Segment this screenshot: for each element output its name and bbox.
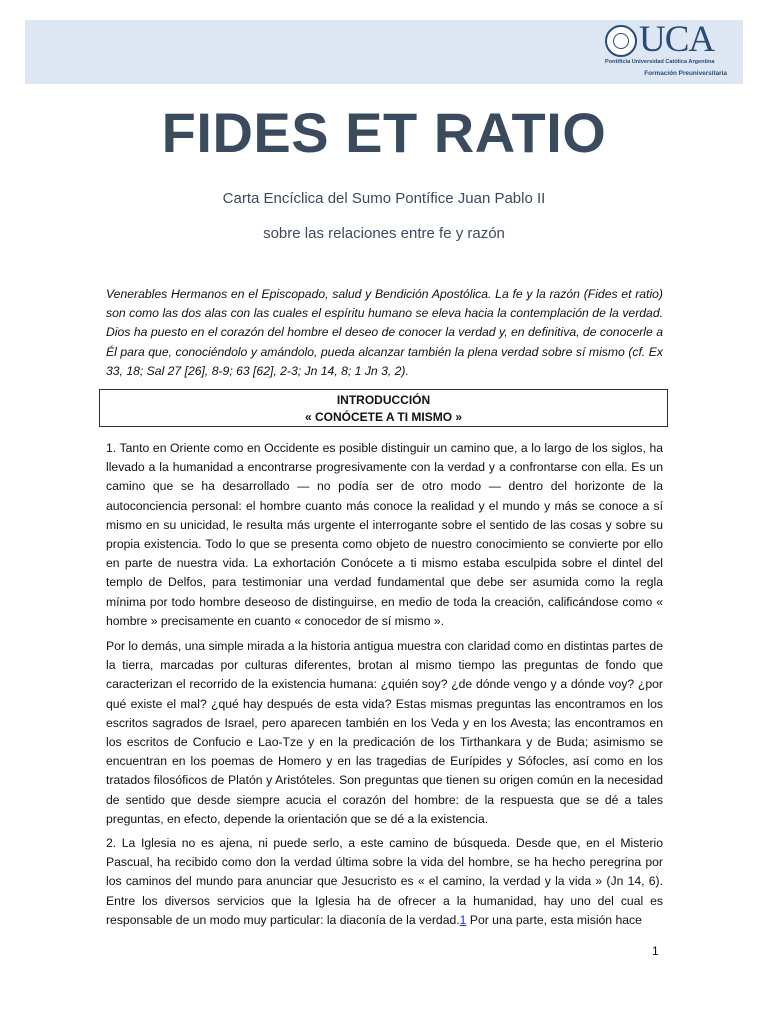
header-band bbox=[25, 20, 743, 84]
logo-university-name: Pontificia Universidad Católica Argentina bbox=[605, 59, 715, 65]
paragraph-3 bbox=[106, 834, 663, 930]
introduction-heading-box bbox=[99, 389, 668, 427]
greeting-paragraph: Venerables Hermanos en el Episcopado, salud y Bendición Apostólica. La fe y la razón (Fides et ratio) son como las dos alas con las cuales el espíritu humano se eleva hacia la contemplación de la verdad. Dios ha puesto en el corazón del hombre el deseo de conocer la verdad y, en definitiva, de conocerle a Él para que, conociéndolo y amándolo, pueda alcanzar también la plena verdad sobre sí mismo (cf. Ex 33, 18; Sal 27 [26], 8-9; 63 [62], 2-3; Jn 14, 8; 1 Jn 3, 2). bbox=[106, 287, 663, 378]
document-title: FIDES ET RATIO bbox=[161, 101, 607, 164]
introduction-heading: INTRODUCCIÓN bbox=[336, 393, 431, 407]
page-number: 1 bbox=[652, 944, 659, 958]
uca-logo bbox=[605, 19, 729, 80]
document-subtitle-2: sobre las relaciones entre fe y razón bbox=[263, 225, 505, 242]
university-seal-icon bbox=[605, 25, 637, 57]
logo-wordmark: UCA bbox=[639, 19, 715, 60]
paragraph-3-continuation: Por una parte, esta misión hace bbox=[466, 912, 642, 927]
paragraph-2: Por lo demás, una simple mirada a la historia antigua muestra con claridad como en distintas partes de la tierra, marcadas por culturas diferentes, brotan al mismo tiempo las preguntas de fondo que caracterizan el recorrido de la existencia humana: ¿quién soy? ¿de dónde vengo y a dónde voy? ¿por qué existe el mal? ¿qué hay después de esta vida? Estas mismas preguntas las encontramos en los escritos sagrados de Israel, pero aparecen también en los Veda y en los Avesta; las encontramos en los escritos de Confucio e Lao-Tze y en la predicación de los Tirthankara y de Buda; asimismo se encuentran en los poemas de Homero y en las tragedias de Eurípides y Sófocles, así como en los tratados filosóficos de Platón y Aristóteles. Son preguntas que tienen su origen común en la necesidad de sentido que desde siempre acucia el corazón del hombre: de la respuesta que se dé a tales preguntas, en efecto, depende la orientación que se dé a la existencia. bbox=[106, 639, 663, 826]
footnote-link[interactable]: 1 bbox=[459, 912, 467, 927]
introduction-subheading: « CONÓCETE A TI MISMO » bbox=[304, 410, 463, 424]
paragraph-1: 1. Tanto en Oriente como en Occidente es posible distinguir un camino que, a lo largo de los siglos, ha llevado a la humanidad a encontrarse progresivamente con la verdad y a confrontarse con ella. Es un camino que se ha desarrollado — no podía ser de otro modo — dentro del horizonte de la autoconciencia personal: el hombre cuanto más conoce la realidad y el mundo y más se conoce a sí mismo en su unicidad, le resulta más urgente el interrogante sobre el sentido de las cosas y sobre su propia existencia. Todo lo que se presenta como objeto de nuestro conocimiento se convierte por ello en parte de nuestra vida. La exhortación Conócete a ti mismo estaba esculpida sobre el dintel del templo de Delfos, para testimoniar una verdad fundamental que debe ser asumida como la regla mínima por todo hombre deseoso de distinguirse, en medio de toda la creación, calificándose como « hombre » precisamente en cuanto « conocedor de sí mismo ». bbox=[106, 441, 663, 628]
logo-program-name: Formación Preuniversitaria bbox=[644, 70, 727, 77]
document-subtitle-1: Carta Encíclica del Sumo Pontífice Juan Pablo II bbox=[222, 190, 546, 207]
paragraph-3-text: 2. La Iglesia no es ajena, ni puede serlo, a este camino de búsqueda. Desde que, en el Misterio Pascual, ha recibido como don la verdad última sobre la vida del hombre, se ha hecho peregrina por los caminos del mundo para anunciar que Jesucristo es « el camino, la verdad y la vida » (Jn 14, 6). Entre los diversos servicios que la Iglesia ha de ofrecer a la humanidad, hay uno del cual es responsable de un modo muy particular: la diaconía de la verdad. bbox=[106, 836, 663, 927]
